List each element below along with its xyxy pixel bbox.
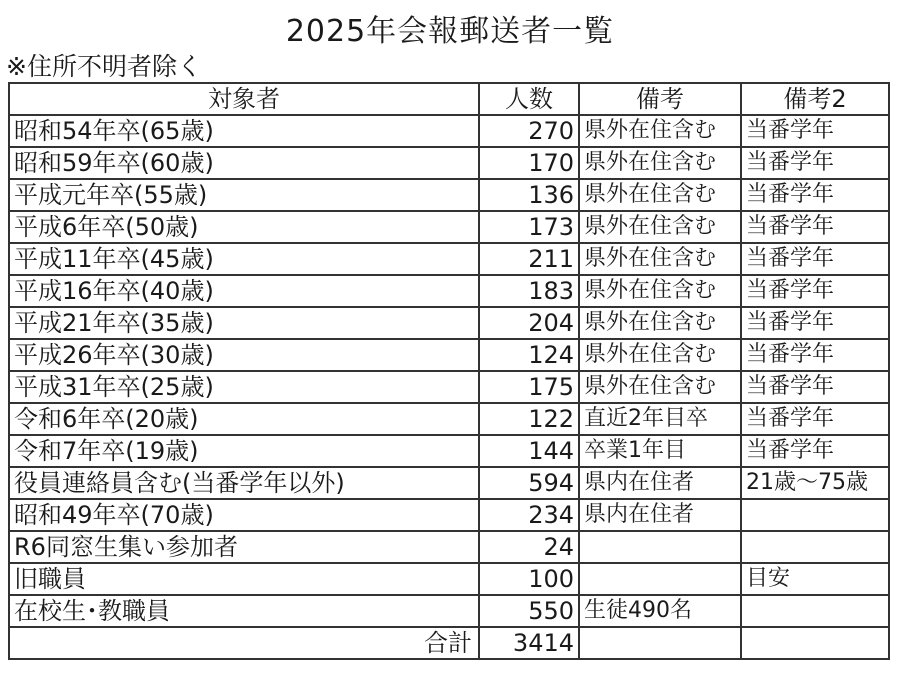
cell-remarks2: 当番学年 — [741, 339, 889, 371]
table-row — [9, 115, 889, 147]
total-empty-1 — [579, 627, 741, 659]
cell-remarks2: 当番学年 — [741, 243, 889, 275]
cell-remarks: 県内在住者 — [579, 467, 741, 499]
cell-remarks2: 21歳～75歳 — [741, 467, 889, 499]
cell-count: 136 — [479, 179, 579, 211]
cell-count: 124 — [479, 339, 579, 371]
table-row — [9, 435, 889, 467]
cell-remarks2: 当番学年 — [741, 371, 889, 403]
table-row — [9, 339, 889, 371]
cell-count: 170 — [479, 147, 579, 179]
cell-remarks2: 当番学年 — [741, 147, 889, 179]
total-count: 3414 — [479, 627, 579, 659]
cell-count: 234 — [479, 499, 579, 531]
cell-target: 旧職員 — [9, 563, 479, 595]
header-row — [9, 83, 889, 115]
table-row — [9, 179, 889, 211]
cell-remarks2: 当番学年 — [741, 307, 889, 339]
cell-remarks2: 当番学年 — [741, 403, 889, 435]
cell-count: 211 — [479, 243, 579, 275]
cell-remarks: 県外在住含む — [579, 179, 741, 211]
header-remarks2: 備考2 — [741, 83, 889, 115]
table-row — [9, 595, 889, 627]
page-title: 2025年会報郵送者一覧 — [285, 14, 615, 49]
cell-remarks — [579, 563, 741, 595]
mailing-list-table — [8, 82, 890, 660]
cell-remarks2: 目安 — [741, 563, 889, 595]
cell-remarks: 県外在住含む — [579, 147, 741, 179]
cell-remarks: 直近2年目卒 — [579, 403, 741, 435]
cell-target: 在校生･教職員 — [9, 595, 479, 627]
cell-remarks: 県外在住含む — [579, 275, 741, 307]
cell-target: 令和6年卒(20歳) — [9, 403, 479, 435]
cell-target: 昭和54年卒(65歳) — [9, 115, 479, 147]
cell-count: 270 — [479, 115, 579, 147]
cell-count: 550 — [479, 595, 579, 627]
cell-target: 役員連絡員含む(当番学年以外) — [9, 467, 479, 499]
table-row — [9, 403, 889, 435]
cell-remarks2 — [741, 499, 889, 531]
cell-target: 昭和49年卒(70歳) — [9, 499, 479, 531]
cell-target: 平成26年卒(30歳) — [9, 339, 479, 371]
cell-count: 204 — [479, 307, 579, 339]
cell-remarks: 県外在住含む — [579, 115, 741, 147]
cell-remarks2 — [741, 595, 889, 627]
cell-target: 平成21年卒(35歳) — [9, 307, 479, 339]
cell-remarks: 生徒490名 — [579, 595, 741, 627]
header-count: 人数 — [479, 83, 579, 115]
table-row — [9, 531, 889, 563]
cell-remarks: 県外在住含む — [579, 307, 741, 339]
cell-remarks: 県外在住含む — [579, 371, 741, 403]
table-row — [9, 467, 889, 499]
table-row — [9, 307, 889, 339]
cell-remarks: 県外在住含む — [579, 243, 741, 275]
cell-remarks2: 当番学年 — [741, 275, 889, 307]
table-row — [9, 275, 889, 307]
cell-remarks: 県外在住含む — [579, 339, 741, 371]
cell-count: 183 — [479, 275, 579, 307]
cell-remarks2: 当番学年 — [741, 211, 889, 243]
header-remarks: 備考 — [579, 83, 741, 115]
cell-target: 平成31年卒(25歳) — [9, 371, 479, 403]
cell-target: 昭和59年卒(60歳) — [9, 147, 479, 179]
cell-remarks2 — [741, 531, 889, 563]
table-body — [9, 115, 889, 627]
table-row — [9, 211, 889, 243]
cell-count: 175 — [479, 371, 579, 403]
note-text: ※住所不明者除く — [6, 52, 202, 81]
table-row — [9, 499, 889, 531]
cell-count: 173 — [479, 211, 579, 243]
cell-remarks — [579, 531, 741, 563]
cell-target: 平成16年卒(40歳) — [9, 275, 479, 307]
cell-target: R6同窓生集い参加者 — [9, 531, 479, 563]
cell-remarks2: 当番学年 — [741, 179, 889, 211]
table-row — [9, 371, 889, 403]
table-row — [9, 563, 889, 595]
cell-remarks2: 当番学年 — [741, 435, 889, 467]
cell-target: 平成元年卒(55歳) — [9, 179, 479, 211]
cell-remarks2: 当番学年 — [741, 115, 889, 147]
table-row — [9, 147, 889, 179]
cell-remarks: 卒業1年目 — [579, 435, 741, 467]
cell-target: 令和7年卒(19歳) — [9, 435, 479, 467]
cell-count: 594 — [479, 467, 579, 499]
cell-target: 平成11年卒(45歳) — [9, 243, 479, 275]
cell-target: 平成6年卒(50歳) — [9, 211, 479, 243]
cell-remarks: 県内在住者 — [579, 499, 741, 531]
total-row — [9, 627, 889, 659]
cell-count: 100 — [479, 563, 579, 595]
cell-count: 144 — [479, 435, 579, 467]
total-empty-2 — [741, 627, 889, 659]
cell-count: 122 — [479, 403, 579, 435]
header-target: 対象者 — [9, 83, 479, 115]
table-row — [9, 243, 889, 275]
total-label: 合計 — [9, 627, 479, 659]
cell-remarks: 県外在住含む — [579, 211, 741, 243]
cell-count: 24 — [479, 531, 579, 563]
